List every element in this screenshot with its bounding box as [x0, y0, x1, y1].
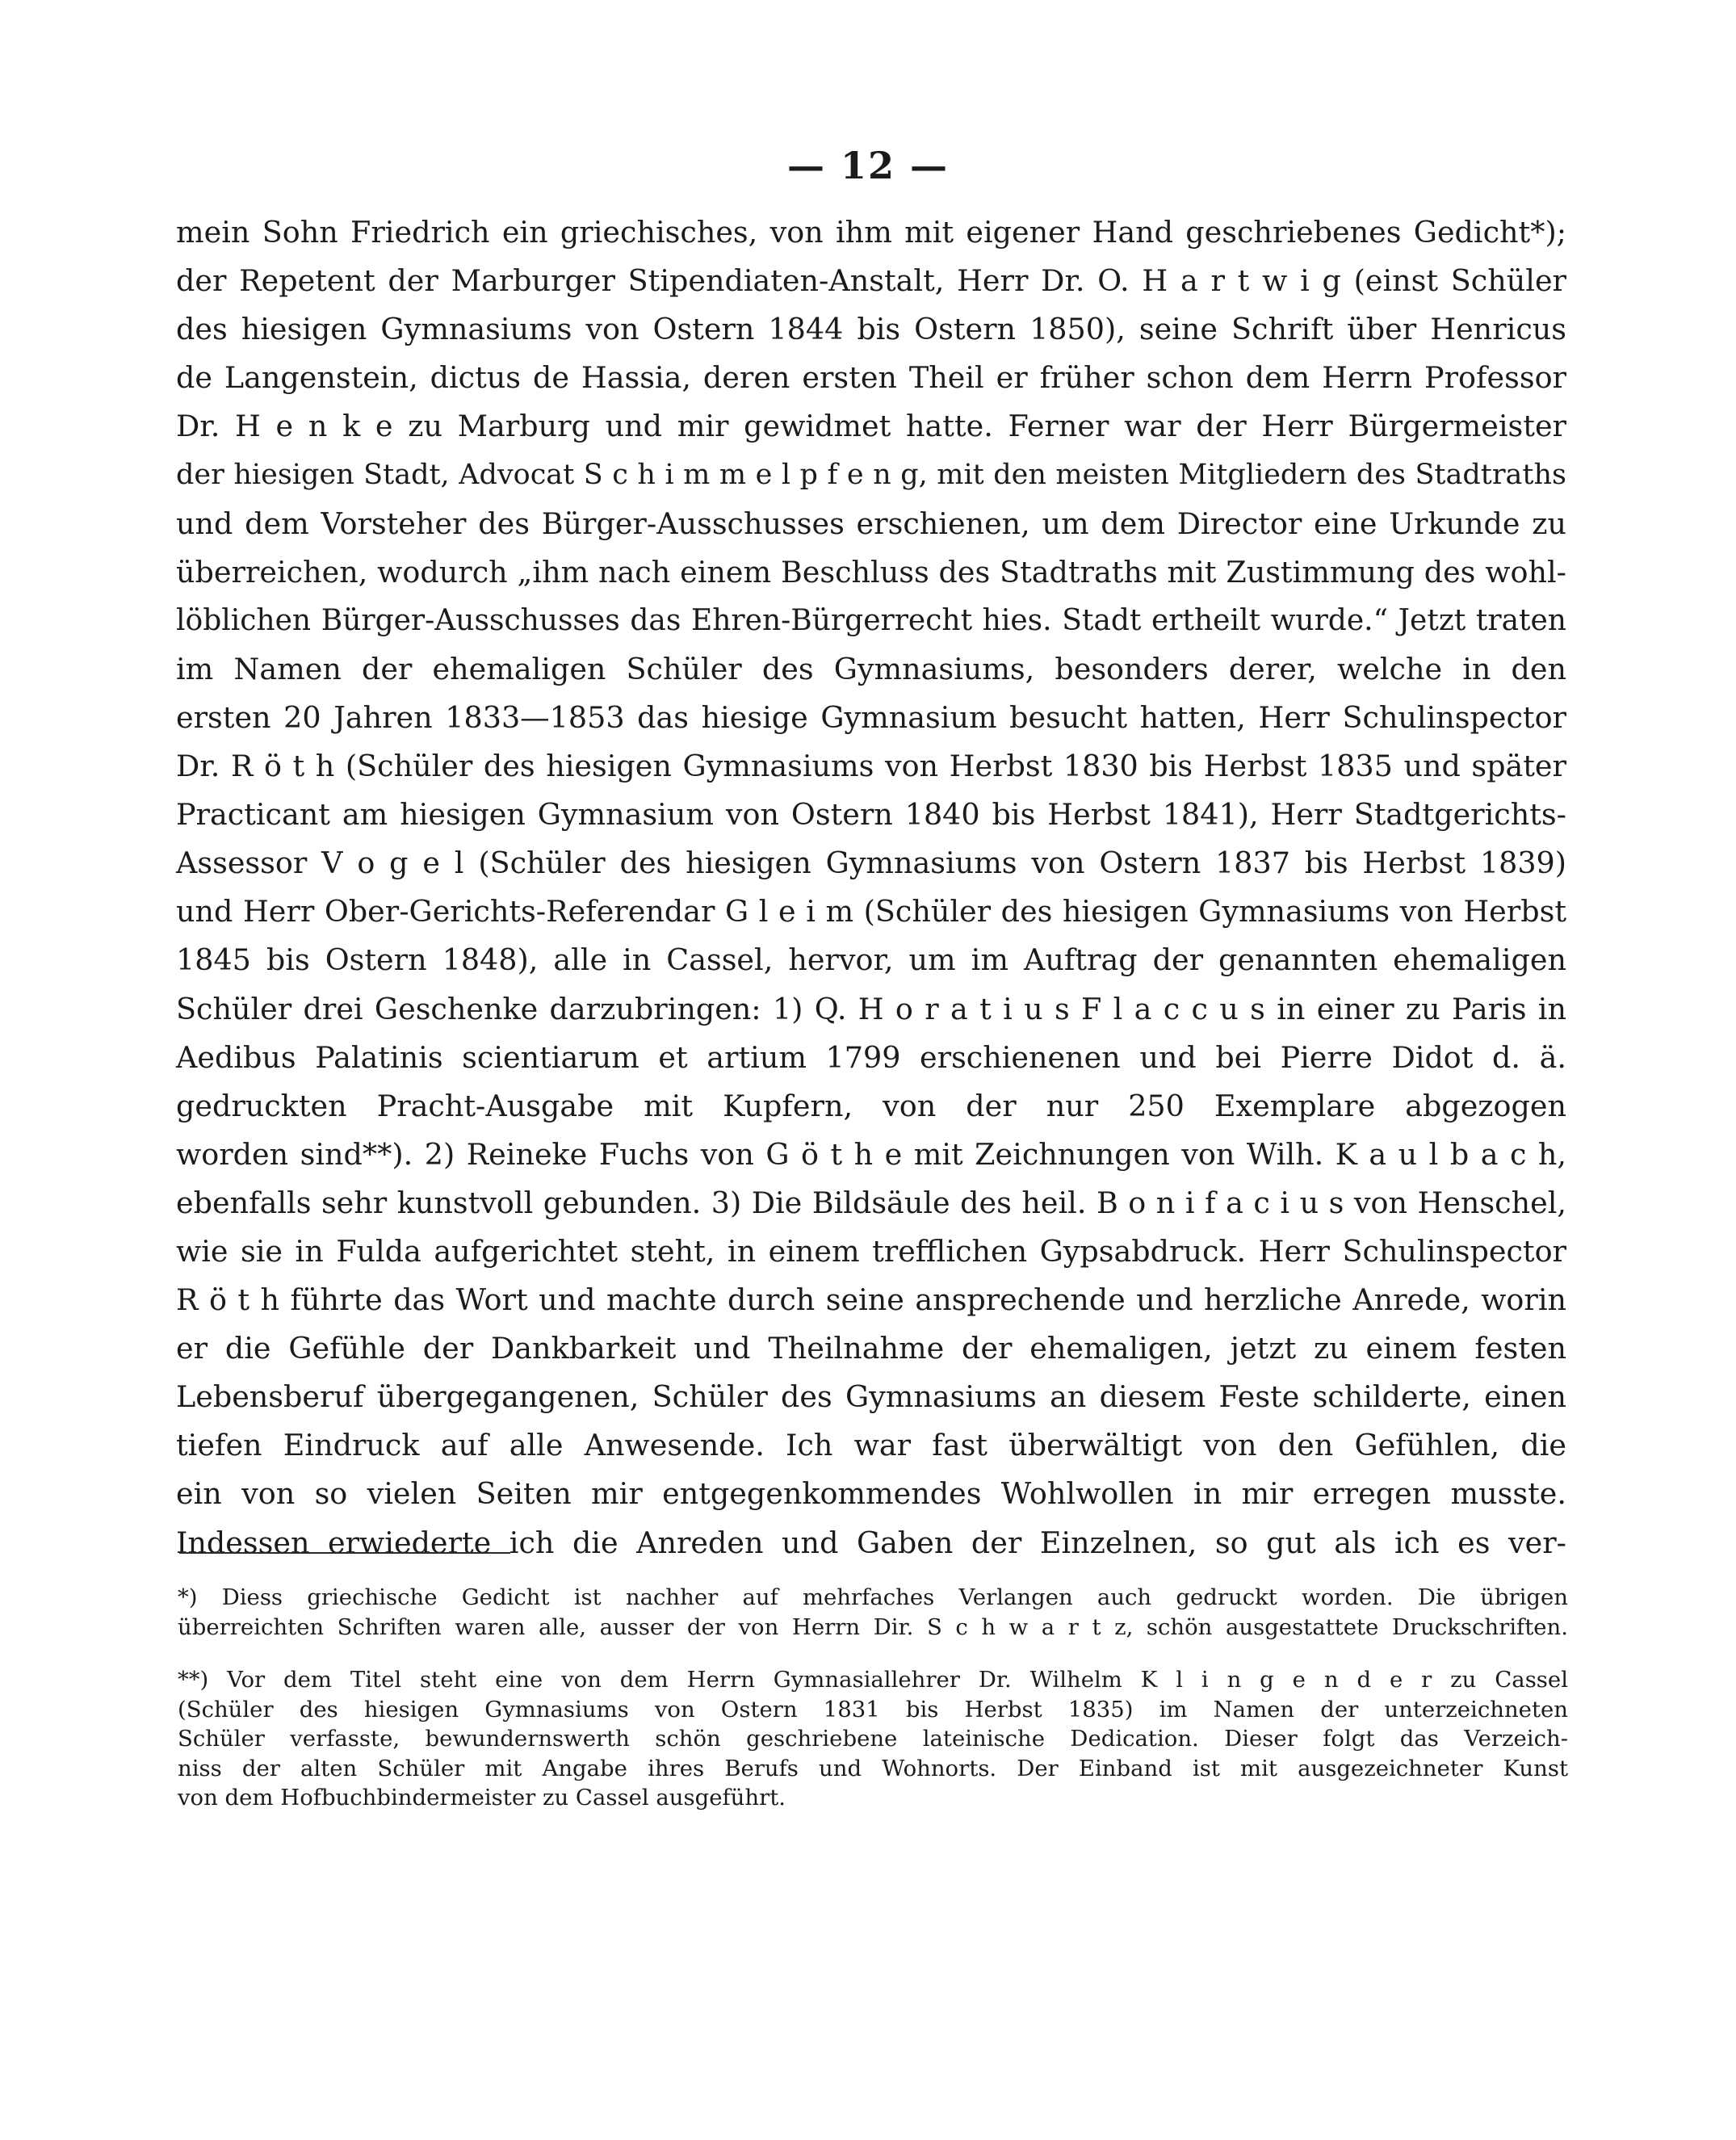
text-line: löblichen Bürger-Ausschusses das Ehren-Bürgerrecht hies. Stadt ertheilt wurde.“ Jetzt traten	[176, 603, 1566, 637]
footnote-line: von dem Hofbuchbindermeister zu Cassel ausgeführt.	[178, 1785, 786, 1811]
text-line: Indessen erwiederte ich die Anreden und Gaben der Einzelnen, so gut als ich es ver-	[176, 1525, 1566, 1560]
footnote-2	[178, 1665, 1568, 1813]
text-line: worden sind**). 2) Reineke Fuchs von G ö t h e mit Zeichnungen von Wilh. K a u l b a c h,	[176, 1136, 1566, 1172]
text-line: und dem Vorsteher des Bürger-Ausschusses erschienen, um dem Director eine Urkunde zu	[176, 506, 1566, 541]
text-line: des hiesigen Gymnasiums von Ostern 1844 bis Ostern 1850), seine Schrift über Henricus	[176, 312, 1566, 347]
text-line: überreichen, wodurch „ihm nach einem Beschluss des Stadtraths mit Zustimmung des wohl-	[176, 554, 1566, 590]
text-line: Dr. R ö t h (Schüler des hiesigen Gymnasiums von Herbst 1830 bis Herbst 1835 und später	[176, 749, 1566, 784]
footnote-line: **) Vor dem Titel steht eine von dem Herrn Gymnasiallehrer Dr. Wilhelm K l i n g e n d e r zu Cassel	[178, 1667, 1568, 1693]
main-text	[176, 208, 1566, 1567]
text-line: Dr. H e n k e zu Marburg und mir gewidmet hatte. Ferner war der Herr Bürgermeister	[176, 409, 1566, 444]
text-line: Lebensberuf übergegangenen, Schüler des Gymnasiums an diesem Feste schilderte, einen	[176, 1379, 1566, 1415]
text-line: ein von so vielen Seiten mir entgegenkommendes Wohlwollen in mir erregen musste.	[176, 1476, 1566, 1512]
page-number: — 12 —	[786, 144, 950, 187]
text-line: und Herr Ober-Gerichts-Referendar G l e i m (Schüler des hiesigen Gymnasiums von Herbst	[176, 894, 1566, 929]
text-line: gedruckten Pracht-Ausgabe mit Kupfern, von der nur 250 Exemplare abgezogen	[176, 1088, 1566, 1123]
text-line: mein Sohn Friedrich ein griechisches, von ihm mit eigener Hand geschriebenes Gedicht*);	[176, 215, 1566, 250]
text-line: Assessor V o g e l (Schüler des hiesigen Gymnasiums von Ostern 1837 bis Herbst 1839)	[176, 846, 1566, 881]
text-line: ebenfalls sehr kunstvoll gebunden. 3) Die Bildsäule des heil. B o n i f a c i u s von Henschel,	[176, 1185, 1566, 1220]
footnote-line: überreichten Schriften waren alle, ausser der von Herrn Dir. S c h w a r t z, schön ausgestattete Druckschriften.	[178, 1613, 1568, 1640]
footnote-divider	[179, 1552, 510, 1554]
footnote-line: (Schüler des hiesigen Gymnasiums von Ostern 1831 bis Herbst 1835) im Namen der unterzeichneten	[178, 1696, 1568, 1722]
footnote-line: *) Diess griechische Gedicht ist nachher auf mehrfaches Verlangen auch gedruckt worden. Die übrigen	[178, 1584, 1568, 1610]
text-line: de Langenstein, dictus de Hassia, deren ersten Theil er früher schon dem Herrn Professor	[176, 360, 1566, 396]
text-line: Practicant am hiesigen Gymnasium von Ostern 1840 bis Herbst 1841), Herr Stadtgerichts-	[176, 797, 1566, 833]
footnote-line: niss der alten Schüler mit Angabe ihres Berufs und Wohnorts. Der Einband ist mit ausgezeichneter Kunst	[178, 1755, 1568, 1781]
footnote-line: Schüler verfasste, bewundernswerth schön geschriebene lateinische Dedication. Dieser folgt das Verzeich-	[178, 1726, 1568, 1752]
text-line: 1845 bis Ostern 1848), alle in Cassel, hervor, um im Auftrag der genannten ehemaligen	[176, 942, 1566, 978]
footnotes	[178, 1583, 1568, 1813]
text-line: im Namen der ehemaligen Schüler des Gymnasiums, besonders derer, welche in den	[176, 651, 1566, 686]
text-line: wie sie in Fulda aufgerichtet steht, in einem trefflichen Gypsabdruck. Herr Schulinspector	[176, 1233, 1566, 1269]
text-line: ersten 20 Jahren 1833—1853 das hiesige Gymnasium besucht hatten, Herr Schulinspector	[176, 699, 1566, 735]
text-line: Schüler drei Geschenke darzubringen: 1) Q. H o r a t i u s F l a c c u s in einer zu Paris in	[176, 991, 1566, 1026]
text-line: er die Gefühle der Dankbarkeit und Theilnahme der ehemaligen, jetzt zu einem festen	[176, 1331, 1566, 1366]
text-line: Aedibus Palatinis scientiarum et artium 1799 erschienenen und bei Pierre Didot d. ä.	[176, 1039, 1566, 1075]
text-line: der Repetent der Marburger Stipendiaten-Anstalt, Herr Dr. O. H a r t w i g (einst Schüler	[176, 263, 1566, 299]
text-line: tiefen Eindruck auf alle Anwesende. Ich war fast überwältigt von den Gefühlen, die	[176, 1428, 1566, 1463]
text-line: der hiesigen Stadt, Advocat S c h i m m e l p f e n g, mit den meisten Mitgliedern des Stadtraths	[176, 459, 1566, 492]
text-line: R ö t h führte das Wort und machte durch seine ansprechende und herzliche Anrede, worin	[176, 1282, 1566, 1318]
footnote-1	[178, 1583, 1568, 1642]
